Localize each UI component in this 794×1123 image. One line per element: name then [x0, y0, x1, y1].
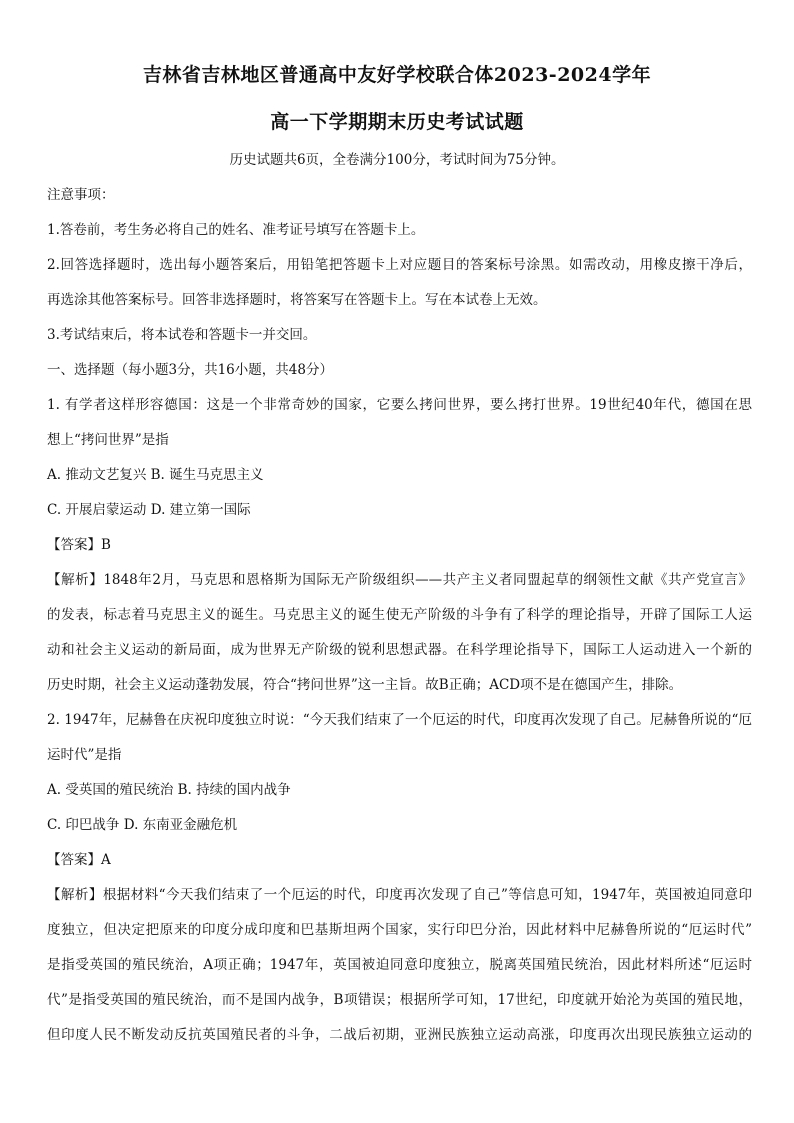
q1-analysis-1: 【解析】1848年2月，马克思和恩格斯为国际无产阶级组织——共产主义者同盟起草的纲领性文献《共产党宣言》 [47, 572, 752, 588]
exam-title-line2: 高一下学期期末历史考试试题 [270, 111, 524, 133]
q1-answer: 【答案】B [47, 537, 111, 553]
q2-answer: 【答案】A [47, 852, 111, 868]
q1-options-ab: A. 推动文艺复兴 B. 诞生马克思主义 [47, 467, 264, 483]
notice-item-1: 1.答卷前，考生务必将自己的姓名、准考证号填写在答题卡上。 [47, 222, 425, 238]
section-heading: 一、选择题（每小题3分，共16小题，共48分） [47, 362, 333, 378]
q1-analysis-2: 的发表，标志着马克思主义的诞生。马克思主义的诞生使无产阶级的斗争有了科学的理论指导，开辟了国际工人运 [47, 607, 752, 623]
q2-options-cd: C. 印巴战争 D. 东南亚金融危机 [47, 817, 238, 833]
exam-title-line1: 吉林省吉林地区普通高中友好学校联合体2023-2024学年 [142, 64, 652, 86]
q2-analysis-4: 代”是指受英国的殖民统治，而不是国内战争，B项错误；根据所学可知，17世纪，印度就开始沦为英国的殖民地， [47, 992, 752, 1008]
q1-analysis-4: 历史时期，社会主义运动蓬勃发展，符合“拷问世界”这一主旨。故B正确；ACD项不是在德国产生，排除。 [47, 677, 683, 693]
notice-heading: 注意事项： [47, 187, 115, 203]
exam-subtitle: 历史试题共6页，全卷满分100分，考试时间为75分钟。 [229, 152, 565, 168]
q2-stem-cont: 运时代”是指 [47, 747, 122, 763]
q2-stem: 2. 1947年，尼赫鲁在庆祝印度独立时说：“今天我们结束了一个厄运的时代，印度再次发现了自己。尼赫鲁所说的“厄 [47, 712, 752, 728]
notice-item-2: 2.回答选择题时，选出每小题答案后，用铅笔把答题卡上对应题目的答案标号涂黑。如需改动，用橡皮擦干净后， [47, 257, 752, 273]
notice-item-3: 3.考试结束后，将本试卷和答题卡一并交回。 [47, 327, 317, 343]
q1-stem-cont: 想上“拷问世界”是指 [47, 432, 169, 448]
notice-item-2-cont: 再选涂其他答案标号。回答非选择题时，将答案写在答题卡上。写在本试卷上无效。 [47, 292, 547, 308]
q2-analysis-3: 是指受英国的殖民统治，A项正确；1947年，英国被迫同意印度独立，脱离英国殖民统治，因此材料所述“厄运时 [47, 957, 752, 973]
q2-options-ab: A. 受英国的殖民统治 B. 持续的国内战争 [47, 782, 291, 798]
q2-analysis-2: 度独立，但决定把原来的印度分成印度和巴基斯坦两个国家，实行印巴分治，因此材料中尼赫鲁所说的“厄运时代” [47, 922, 752, 938]
q1-stem: 1. 有学者这样形容德国：这是一个非常奇妙的国家，它要么拷问世界，要么拷打世界。19世纪40年代，德国在思 [47, 397, 752, 413]
q2-analysis-5: 但印度人民不断发动反抗英国殖民者的斗争，二战后初期，亚洲民族独立运动高涨，印度再次出现民族独立运动的 [47, 1027, 752, 1043]
q1-analysis-3: 动和社会主义运动的新局面，成为世界无产阶级的锐利思想武器。在科学理论指导下，国际工人运动进入一个新的 [47, 642, 752, 658]
q1-options-cd: C. 开展启蒙运动 D. 建立第一国际 [47, 502, 251, 518]
q2-analysis-1: 【解析】根据材料“今天我们结束了一个厄运的时代，印度再次发现了自己”等信息可知，1947年，英国被迫同意印 [47, 887, 752, 903]
